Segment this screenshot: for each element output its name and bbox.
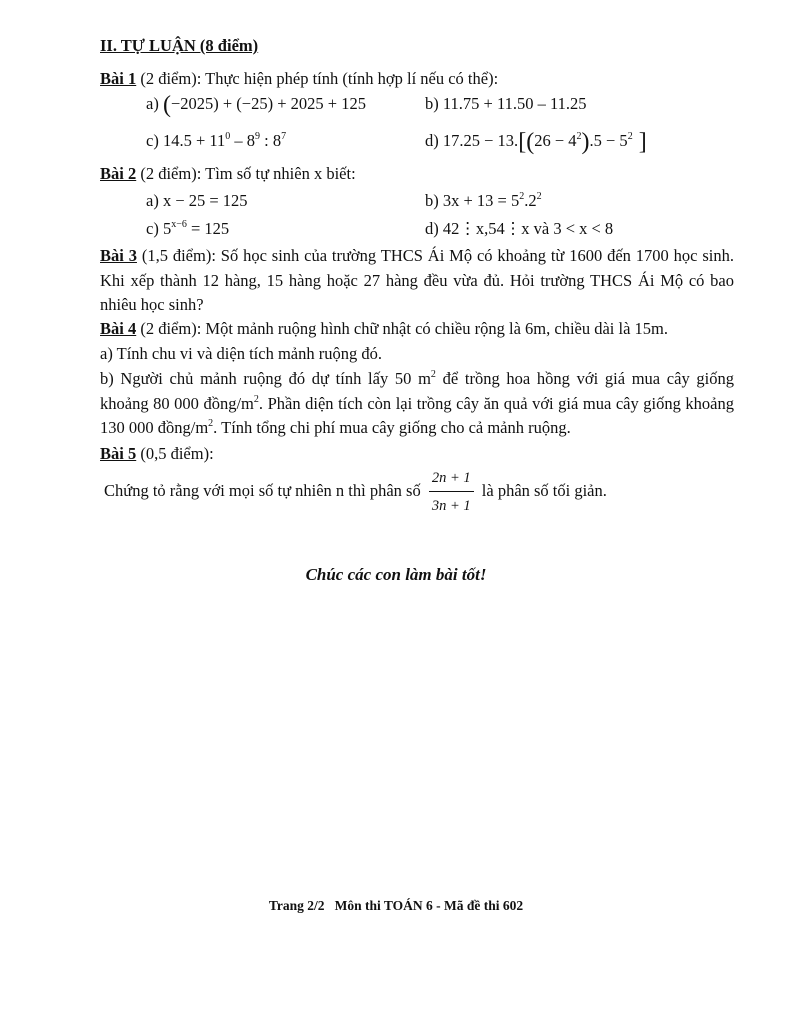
fraction-denominator: 3n + 1: [431, 498, 471, 514]
bai1-d: d) $17.25 - 13.[(26 - 4^2).5 - 5^2$ ]: [425, 129, 647, 155]
bai5-heading: [100, 442, 214, 466]
fraction-numerator: 2n + 1: [429, 466, 474, 492]
bai2-d: d) 42⋮x,54⋮x và 3 < x < 8: [425, 219, 614, 238]
bai4-b: b) Người chủ mảnh ruộng đó dự tính lấy 50 $m^2$ để trồng hoa hồng với giá mua cây giống khoảng 80 000 đồng/$m^2$. Phần diện tích còn lại trồng cây ăn quả với giá mua cây giống khoảng 130 000 đồng/$m^2$. Tính tổng chi phí mua cây giống cho cả mảnh ruộng.: [100, 369, 734, 437]
bai1-intro: (2 điểm): Thực hiện phép tính (tính hợp lí nếu có thể):: [136, 69, 499, 88]
section-title: II. TỰ LUẬN (8 điểm): [100, 36, 259, 55]
bai4-a: a) Tính chu vi và diện tích mảnh ruộng đó.: [100, 344, 382, 363]
bai3-paragraph: [100, 244, 734, 318]
bai4-intro: (2 điểm): Một mảnh ruộng hình chữ nhật có chiều rộng là 6m, chiều dài là 15m.: [136, 319, 668, 338]
bai2-heading: [100, 162, 356, 186]
bai1-a: a) (−2025) + (−25) + 2025 + 125: [146, 92, 366, 118]
bai2-a: a) x − 25 = 125: [146, 191, 248, 210]
bai1-c: c) $14.5 + 11^0 - 8^9$ : $8^7$: [146, 131, 287, 150]
bai3-label: Bài 3: [100, 246, 137, 265]
fraction: [429, 466, 474, 518]
bai5-intro: (0,5 điểm):: [136, 444, 214, 463]
bai1-label: Bài 1: [100, 69, 137, 88]
bai5-statement: Chứng tỏ rằng với mọi số tự nhiên n thì phân số $\frac{2n + 1}{3n + 1}$ là phân số tối giản.: [104, 466, 607, 518]
bai4-paragraph: [100, 317, 734, 342]
bai1-heading: [100, 67, 498, 91]
bai2-intro: (2 điểm): Tìm số tự nhiên x biết:: [136, 164, 356, 183]
bai2-label: Bài 2: [100, 164, 137, 183]
closing-message: Chúc các con làm bài tốt!: [305, 565, 487, 584]
bai5-label: Bài 5: [100, 444, 137, 463]
page-footer: Trang 2/2 Môn thi TOÁN 6 - Mã đề thi 602: [268, 898, 524, 913]
bai2-b: b) $3x + 13 = 5^2.2^2$: [425, 191, 542, 210]
bai3-text: (1,5 điểm): Số học sinh của trường THCS Ái Mộ có khoảng từ 1600 đến 1700 học sinh. Khi xếp thành 12 hàng, 15 hàng hoặc 27 hàng đều vừa đủ. Hỏi trường THCS Ái Mộ có bao nhiêu học sinh?: [100, 246, 735, 314]
bai1-b: b) 11.75 + 11.50 – 11.25: [425, 94, 587, 113]
bai2-c: c) $5^{x-6} = 125$: [146, 219, 230, 238]
bai4-label: Bài 4: [100, 319, 137, 338]
